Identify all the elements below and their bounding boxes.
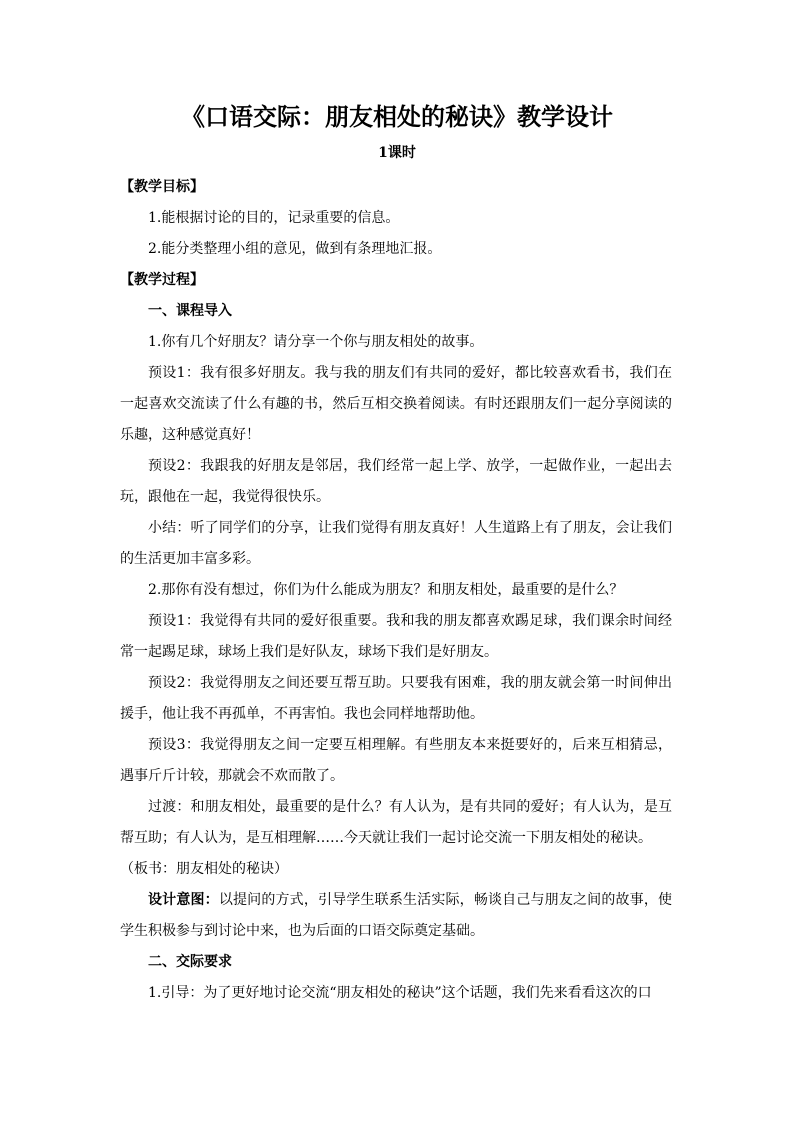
process-heading: 【教学过程】 (120, 272, 204, 288)
goal-item: 2.能分类整理小组的意见，做到有条理地汇报。 (148, 241, 442, 257)
preset-paragraph: 预设1：我有很多好朋友。我与我的朋友们有共同的爱好，都比较喜欢看书，我们在一起喜欢交流读了什么有趣的书，然后互相交换着阅读。有时还跟朋友们一起分享阅读的乐趣，这种感觉真好！ (120, 365, 672, 443)
question-2: 2.那你有没有想过，你们为什么能成为朋友？和朋友相处，最重要的是什么？ (148, 582, 624, 598)
preset-paragraph: 预设3：我觉得朋友之间一定要互相理解。有些朋友本来挺要好的，后来互相猜忌，遇事斤斤计较，那就会不欢而散了。 (120, 737, 672, 784)
design-intent-paragraph (120, 885, 672, 947)
design-intent-label: 设计意图： (148, 892, 219, 908)
preset-paragraph: 预设1：我觉得有共同的爱好很重要。我和我的朋友都喜欢踢足球，我们课余时间经常一起踢足球，球场上我们是好队友，球场下我们是好朋友。 (120, 613, 672, 660)
preset-paragraph: 预设2：我跟我的好朋友是邻居，我们经常一起上学、放学，一起做作业，一起出去玩，跟他在一起，我觉得很快乐。 (120, 458, 672, 505)
summary-paragraph: 小结：听了同学们的分享，让我们觉得有朋友真好！人生道路上有了朋友，会让我们的生活更加丰富多彩。 (120, 520, 672, 567)
section-heading-intro: 一、课程导入 (148, 303, 232, 319)
goals-heading: 【教学目标】 (120, 179, 204, 195)
goal-item: 1.能根据讨论的目的，记录重要的信息。 (148, 210, 400, 226)
question-1: 1.你有几个好朋友？请分享一个你与朋友相处的故事。 (148, 334, 484, 350)
document-title: 《口语交际：朋友相处的秘诀》教学设计 (181, 102, 613, 131)
section-heading-requirements: 二、交际要求 (148, 954, 232, 970)
document-body (120, 172, 672, 1009)
document-subtitle: 1课时 (378, 145, 416, 161)
design-intent-text: 以提问的方式，引导学生联系生活实际，畅谈自己与朋友之间的故事，使学生积极参与到讨论中来，也为后面的口语交际奠定基础。 (120, 892, 673, 939)
preset-paragraph: 预设2：我觉得朋友之间还要互帮互助。只要我有困难，我的朋友就会第一时间伸出援手，他让我不再孤单，不再害怕。我也会同样地帮助他。 (120, 675, 672, 722)
transition-paragraph: 过渡：和朋友相处，最重要的是什么？有人认为，是有共同的爱好；有人认为，是互帮互助；有人认为，是互相理解……今天就让我们一起讨论交流一下朋友相处的秘诀。 (120, 799, 672, 846)
requirement-item: 1.引导：为了更好地讨论交流“朋友相处的秘诀”这个话题，我们先来看看这次的口 (148, 985, 652, 1001)
board-note: （板书：朋友相处的秘诀） (120, 861, 288, 877)
